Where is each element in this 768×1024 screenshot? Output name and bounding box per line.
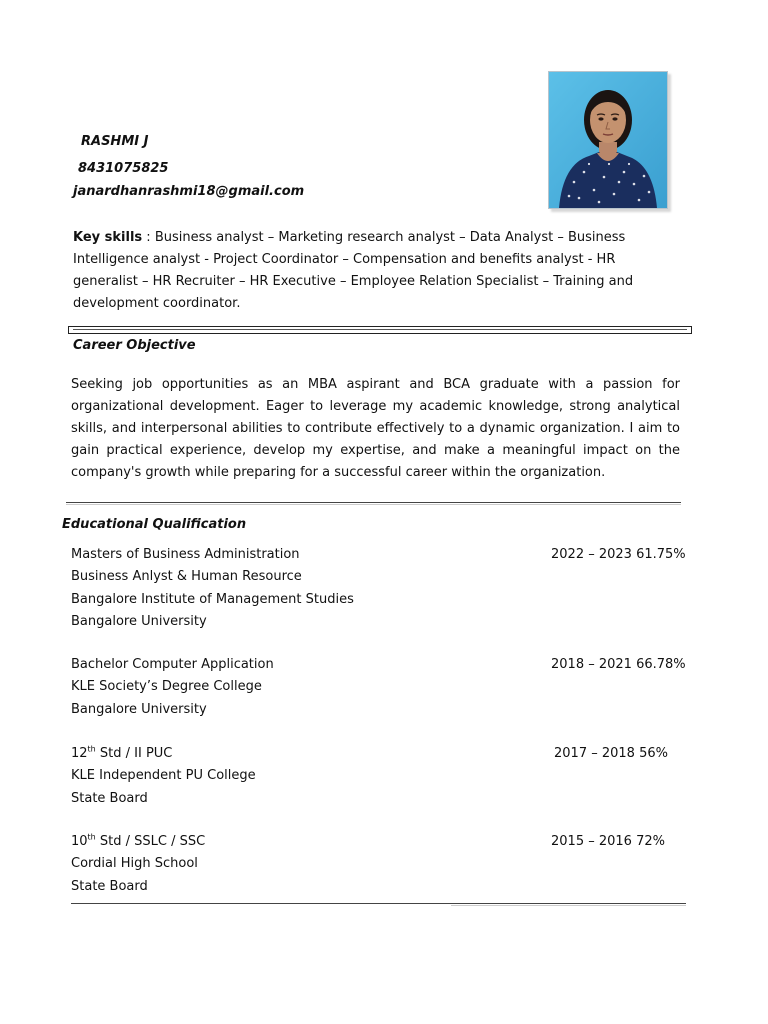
education-detail: Bangalore Institute of Management Studies: [71, 591, 354, 607]
email-address: janardhanrashmi18@gmail.com: [73, 184, 305, 199]
education-detail: Business Anlyst & Human Resource: [71, 569, 302, 585]
education-degree: Bachelor Computer Application: [71, 657, 274, 672]
education-degree: [71, 834, 205, 849]
phone-number: 8431075825: [78, 161, 169, 176]
education-detail: State Board: [71, 878, 148, 894]
degree-number: 12: [71, 746, 88, 761]
degree-rest: Std / SSLC / SSC: [95, 834, 206, 849]
key-skills-text: Business analyst – Marketing research analyst – Data Analyst – Business Intelligence analyst - Project Coordinator – Compensation and benefits analyst - HR generalist – HR Recruiter – HR Executive – Employee Relation Specialist – Training and development coordinator.: [73, 230, 634, 311]
degree-suffix: th: [87, 744, 96, 754]
education-detail: Bangalore University: [71, 613, 207, 629]
education-detail: State Board: [71, 790, 148, 806]
career-objective-text: Seeking job opportunities as an MBA aspirant and BCA graduate with a passion for organizational development. Eager to leverage my academic knowledge, strong analytical skills, and interpersonal abilities to contribute effectively to a dynamic organization. I aim to gain practical experience, develop my expertise, and make a meaningful impact on the company's growth while preparing for a successful career within the organization.: [71, 377, 680, 480]
key-skills-label: Key skills: [73, 230, 143, 245]
person-portrait-icon: [549, 72, 667, 208]
degree-rest: Std / II PUC: [95, 746, 173, 761]
key-skills-separator: :: [142, 230, 155, 245]
education-entry-bca: [71, 654, 696, 721]
section-divider: [66, 502, 681, 503]
education-entry-puc: [71, 743, 696, 810]
education-detail: Bangalore University: [71, 701, 207, 717]
education-entry-sslc: [71, 831, 696, 898]
education-years-score: 2018 – 2021 66.78%: [551, 657, 686, 672]
career-objective-title: Career Objective: [73, 338, 196, 353]
section-divider: [68, 326, 692, 334]
education-years-score: 2022 – 2023 61.75%: [551, 547, 686, 562]
education-detail: KLE Society’s Degree College: [71, 679, 262, 695]
education-years-score: 2015 – 2016 72%: [551, 834, 665, 849]
education-detail: KLE Independent PU College: [71, 768, 256, 784]
education-entry-mba: [71, 544, 696, 633]
education-degree: Masters of Business Administration: [71, 547, 300, 562]
key-skills: [73, 227, 683, 315]
education-title: Educational Qualification: [62, 517, 247, 532]
education-detail: Cordial High School: [71, 856, 198, 872]
profile-photo: [548, 71, 668, 209]
degree-suffix: th: [87, 832, 96, 842]
education-years-score: 2017 – 2018 56%: [554, 746, 668, 761]
degree-number: 10: [71, 834, 88, 849]
education-degree: [71, 746, 172, 761]
candidate-name: RASHMI J: [81, 134, 149, 149]
section-divider: [71, 903, 686, 904]
